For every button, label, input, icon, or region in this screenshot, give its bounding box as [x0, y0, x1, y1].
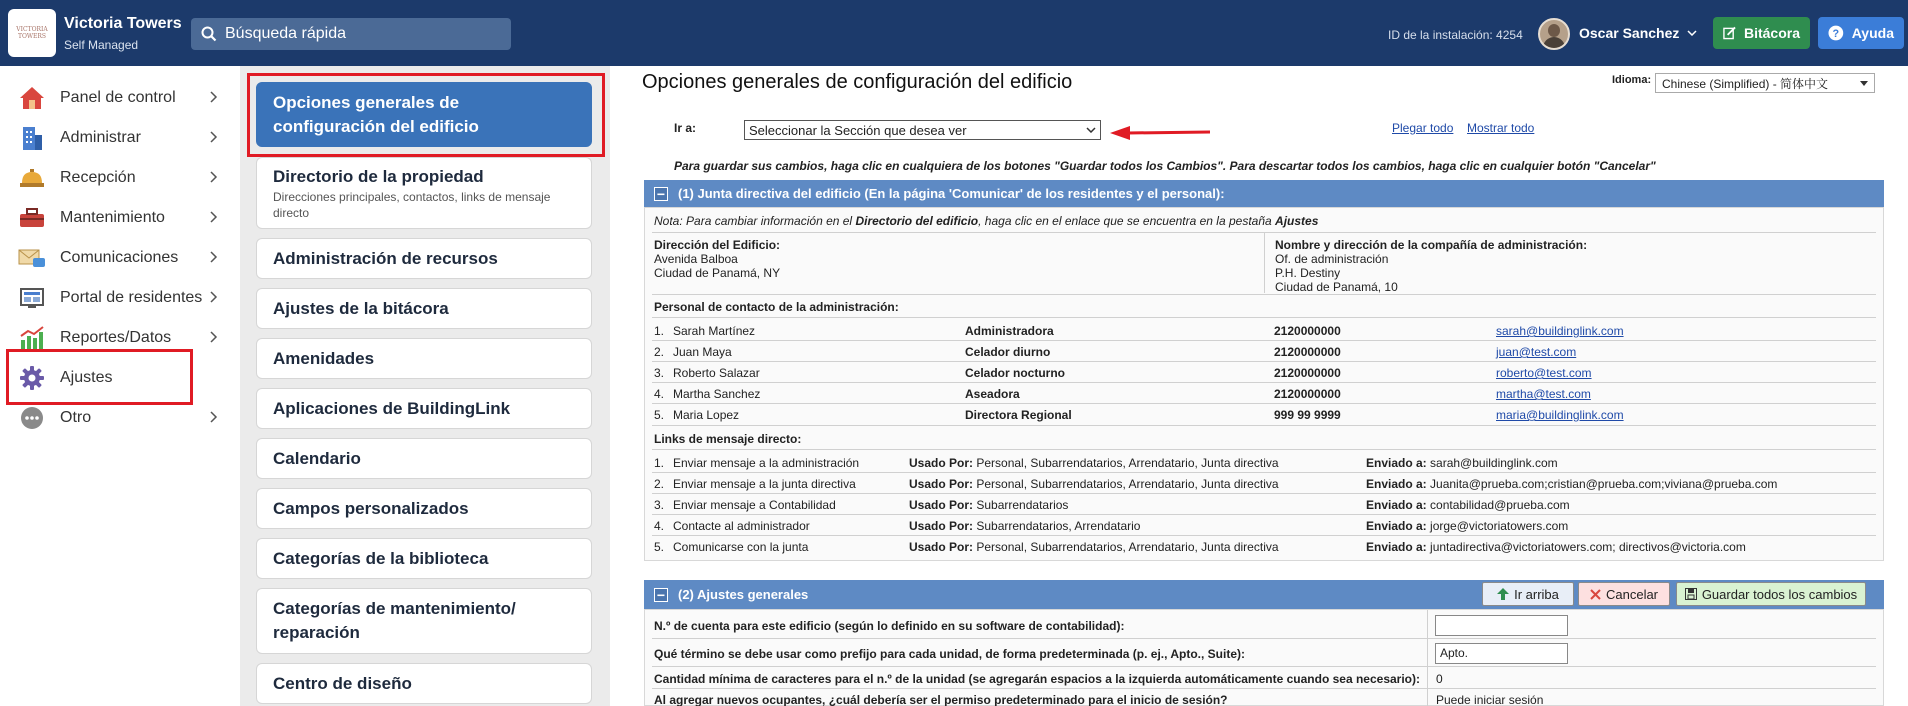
cancelar-button[interactable]: [1578, 582, 1670, 606]
mgmt-line1: Of. de administración: [1275, 252, 1389, 266]
contact-phone: 999 99 9999: [1274, 408, 1341, 422]
card-title: Ajustes de la bitácora: [273, 298, 449, 318]
mgmt-label: Nombre y dirección de la compañía de administración:: [1275, 238, 1588, 252]
q-unit-prefix: Qué término se debe usar como prefijo para cada unidad, de forma predeterminada (p. ej., Apto., Suite):: [654, 647, 1246, 661]
contact-num: 2.: [654, 345, 665, 359]
sidebar-item-label: Reportes/Datos: [60, 329, 172, 346]
unit-prefix-input[interactable]: Apto.: [1435, 643, 1568, 664]
contact-role: Aseadora: [965, 387, 1020, 401]
link-used-by: Usado Por: Personal, Subarrendatarios, Arrendatario, Junta directiva: [909, 456, 1279, 470]
logo-text: VICTORIA TOWERS: [16, 26, 48, 40]
sidebar-item-comunicaciones[interactable]: [18, 240, 218, 276]
contact-phone: 2120000000: [1274, 324, 1341, 338]
svg-text:?: ?: [1832, 27, 1840, 40]
chevron-right-icon: [210, 251, 218, 263]
ir-arriba-label: Ir arriba: [1514, 586, 1559, 602]
card-title: Opciones generales de configuración del edificio: [273, 92, 479, 136]
page-title: Opciones generales de configuración del edificio: [642, 71, 1073, 93]
section2-title: (2) Ajustes generales: [678, 587, 809, 602]
link-sent-to: Enviado a: jorge@victoriatowers.com: [1366, 519, 1569, 533]
sidebar-item-label: Comunicaciones: [60, 249, 179, 266]
login-permission-value[interactable]: Puede iniciar sesión: [1436, 693, 1544, 706]
quick-search-input[interactable]: [191, 18, 511, 50]
sidebar-item-label: Panel de control: [60, 89, 176, 106]
card-title: Calendario: [273, 448, 361, 468]
chevron-down-icon: [1860, 81, 1868, 86]
chevron-right-icon: [210, 131, 218, 143]
mgmt-line3: Ciudad de Panamá, 10: [1275, 280, 1398, 294]
sidebar-item-otro[interactable]: [18, 400, 218, 436]
card-title: Administración de recursos: [273, 248, 498, 268]
sidebar-item-mantenimiento[interactable]: [18, 200, 218, 236]
chevron-right-icon: [210, 291, 218, 303]
ajustes-highlight-box: [6, 349, 193, 405]
link-name: Enviar mensaje a la junta directiva: [673, 477, 856, 491]
submenu-card-categorias-biblioteca[interactable]: [256, 538, 592, 579]
link-num: 5.: [654, 540, 665, 554]
more-icon: [18, 404, 46, 432]
bitacora-label: Bitácora: [1743, 25, 1800, 41]
chevron-right-icon: [210, 411, 218, 423]
link-name: Enviar mensaje a Contabilidad: [673, 498, 836, 512]
user-menu[interactable]: [1579, 25, 1697, 41]
collapse-all-link[interactable]: Plegar todo: [1392, 121, 1454, 135]
save-instructions: Para guardar sus cambios, haga clic en cualquiera de los botones "Guardar todos los Cambios". Para descartar todos los cambios, haga clic en cualquier botón "Cancelar": [674, 159, 1656, 173]
q-login-permission: Al agregar nuevos ocupantes, ¿cuál debería ser el permiso predeterminado para el inicio de sesión?: [654, 693, 1228, 706]
building-logo[interactable]: [8, 9, 56, 57]
chevron-down-icon: [1086, 127, 1096, 133]
building-name[interactable]: Victoria Towers: [64, 15, 182, 32]
chevron-right-icon: [210, 171, 218, 183]
contact-phone: 2120000000: [1274, 366, 1341, 380]
card-title: Categorías de la biblioteca: [273, 548, 489, 568]
link-used-by: Usado Por: Personal, Subarrendatarios, Arrendatario, Junta directiva: [909, 540, 1279, 554]
close-icon: [1590, 589, 1601, 600]
chevron-right-icon: [210, 211, 218, 223]
card-desc: Direcciones principales, contactos, links de mensaje directo: [273, 190, 551, 220]
submenu-card-aplicaciones[interactable]: [256, 388, 592, 429]
link-used-by: Usado Por: Subarrendatarios: [909, 498, 1069, 512]
contact-num: 5.: [654, 408, 665, 422]
contact-email-link[interactable]: maria@buildinglink.com: [1496, 408, 1624, 422]
link-name: Comunicarse con la junta: [673, 540, 809, 554]
contact-role: Directora Regional: [965, 408, 1072, 422]
sidebar-item-portal-de-residentes[interactable]: [18, 280, 218, 316]
section1-header[interactable]: [644, 180, 1884, 207]
section1-title: (1) Junta directiva del edificio (En la página 'Comunicar' de los residentes y el personal):: [678, 186, 1225, 201]
sidebar-item-label: Portal de residentes: [60, 289, 203, 306]
goto-section-select[interactable]: [744, 120, 1101, 140]
contact-email-link[interactable]: juan@test.com: [1496, 345, 1577, 359]
account-number-input[interactable]: [1435, 615, 1568, 636]
contact-email-link[interactable]: roberto@test.com: [1496, 366, 1592, 380]
opciones-highlight-box: [247, 73, 605, 157]
installation-id: ID de la instalación: 4254: [1388, 28, 1523, 42]
edit-icon: [1723, 26, 1736, 40]
link-name: Contacte al administrador: [673, 519, 810, 533]
card-title: Directorio de la propiedad: [273, 167, 484, 186]
submenu-card-campos-personalizados[interactable]: [256, 488, 592, 529]
q-min-chars: Cantidad mínima de caracteres para el n.º de la unidad (se agregarán espacios a la izquierda automáticamente cuando sea necesario):: [654, 672, 1420, 686]
link-num: 3.: [654, 498, 665, 512]
sidebar-item-label: Mantenimiento: [60, 209, 165, 226]
chevron-right-icon: [210, 91, 218, 103]
q-account-number: N.º de cuenta para este edificio (según lo definido en su software de contabilidad):: [654, 619, 1125, 633]
submenu-card-centro-diseno[interactable]: [256, 663, 592, 704]
sidebar-item-label: Ajustes: [60, 369, 113, 386]
goto-label: Ir a:: [674, 121, 697, 135]
submenu-card-categorias-mantenimiento[interactable]: [256, 588, 592, 654]
mgmt-line2: P.H. Destiny: [1275, 266, 1341, 280]
ayuda-button[interactable]: [1818, 17, 1904, 49]
portal-icon: [18, 284, 46, 312]
card-title: Categorías de mantenimiento/ reparación: [273, 599, 516, 642]
ayuda-label: Ayuda: [1851, 25, 1894, 41]
links-label: Links de mensaje directo:: [654, 432, 802, 446]
goto-value: Seleccionar la Sección que desea ver: [749, 122, 967, 138]
help-icon: [1828, 25, 1844, 41]
bitacora-button[interactable]: [1713, 17, 1810, 49]
save-icon: [1685, 588, 1697, 600]
contact-name: Maria Lopez: [673, 408, 740, 422]
toolbox-icon: [18, 204, 46, 232]
desk-bell-icon: [18, 164, 46, 192]
submenu-card-amenidades[interactable]: [256, 338, 592, 379]
chevron-down-icon: [1687, 30, 1697, 36]
sidebar-item-label: Otro: [60, 409, 92, 426]
contact-num: 1.: [654, 324, 665, 338]
top-bar: [0, 0, 1908, 66]
address-label: Dirección del Edificio:: [654, 238, 781, 252]
contact-name: Roberto Salazar: [673, 366, 760, 380]
link-num: 2.: [654, 477, 665, 491]
link-used-by: Usado Por: Subarrendatarios, Arrendatario: [909, 519, 1141, 533]
link-sent-to: Enviado a: juntadirectiva@victoriatowers.com; directivos@victoria.com: [1366, 540, 1746, 554]
user-avatar[interactable]: [1538, 18, 1570, 50]
submenu-card-administracion-recursos[interactable]: [256, 238, 592, 279]
link-used-by: Usado Por: Personal, Subarrendatarios, Arrendatario, Junta directiva: [909, 477, 1279, 491]
link-sent-to: Enviado a: contabilidad@prueba.com: [1366, 498, 1570, 512]
address-line1: Avenida Balboa: [654, 252, 738, 266]
sidebar-item-label: Administrar: [60, 129, 141, 146]
link-name: Enviar mensaje a la administración: [673, 456, 860, 470]
card-title: Campos personalizados: [273, 498, 469, 518]
contact-num: 4.: [654, 387, 665, 401]
search-placeholder: Búsqueda rápida: [225, 25, 346, 42]
building-subtitle: Self Managed: [64, 38, 139, 52]
submenu-card-directorio[interactable]: [256, 157, 592, 229]
link-sent-to: Enviado a: Juanita@prueba.com;cristian@prueba.com;viviana@prueba.com: [1366, 477, 1778, 491]
submenu-card-ajustes-bitacora[interactable]: [256, 288, 592, 329]
home-icon: [18, 84, 46, 112]
guardar-label: Guardar todos los cambios: [1701, 586, 1858, 602]
sidebar-item-panel-de-control[interactable]: [18, 80, 218, 116]
contacts-label: Personal de contacto de la administración:: [654, 300, 899, 314]
arrow-up-icon: [1497, 588, 1509, 600]
language-value: Chinese (Simplified) - 简体中文: [1662, 76, 1829, 91]
language-label: Idioma:: [1612, 74, 1652, 86]
contact-role: Celador diurno: [965, 345, 1051, 359]
cancelar-label: Cancelar: [1605, 586, 1659, 602]
guardar-todos-button[interactable]: [1676, 582, 1866, 606]
contact-phone: 2120000000: [1274, 387, 1341, 401]
show-all-link[interactable]: Mostrar todo: [1467, 121, 1535, 135]
contact-name: Sarah Martínez: [673, 324, 756, 338]
section1-note: Nota: Para cambiar información en el Directorio del edificio, haga clic en el enlace que se encuentra en la pestaña Ajustes: [654, 214, 1319, 228]
red-arrow-annotation: [1110, 124, 1212, 140]
link-num: 4.: [654, 519, 665, 533]
envelope-icon: [18, 244, 46, 272]
search-icon: [201, 26, 217, 42]
link-sent-to: Enviado a: sarah@buildinglink.com: [1366, 456, 1558, 470]
language-select[interactable]: [1655, 73, 1875, 93]
contact-name: Juan Maya: [673, 345, 732, 359]
collapse-icon[interactable]: −: [654, 588, 668, 602]
min-chars-value[interactable]: 0: [1436, 672, 1443, 686]
sidebar-item-administrar[interactable]: [18, 120, 218, 156]
building-icon: [18, 124, 46, 152]
contact-email-link[interactable]: sarah@buildinglink.com: [1496, 324, 1624, 338]
submenu-card-calendario[interactable]: [256, 438, 592, 479]
contact-email-link[interactable]: martha@test.com: [1496, 387, 1591, 401]
contact-role: Administradora: [965, 324, 1054, 338]
sidebar-item-label: Recepción: [60, 169, 136, 186]
contact-num: 3.: [654, 366, 665, 380]
ir-arriba-button[interactable]: [1482, 582, 1574, 606]
sidebar-item-recepcion[interactable]: [18, 160, 218, 196]
chevron-right-icon: [210, 331, 218, 343]
card-title: Aplicaciones de BuildingLink: [273, 398, 511, 418]
link-num: 1.: [654, 456, 665, 470]
address-line2: Ciudad de Panamá, NY: [654, 266, 781, 280]
card-title: Centro de diseño: [273, 673, 412, 693]
contact-role: Celador nocturno: [965, 366, 1066, 380]
contact-phone: 2120000000: [1274, 345, 1341, 359]
user-name: Oscar Sanchez: [1579, 25, 1680, 41]
card-title: Amenidades: [273, 348, 375, 368]
collapse-icon[interactable]: −: [654, 187, 668, 201]
chart-icon: [18, 324, 46, 352]
contact-name: Martha Sanchez: [673, 387, 761, 401]
